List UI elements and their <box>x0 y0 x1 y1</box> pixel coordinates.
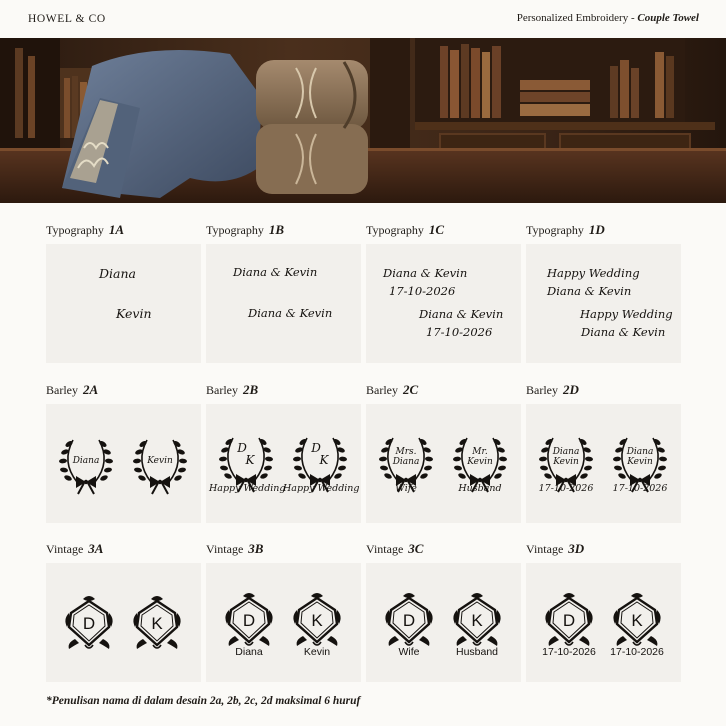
barley-wreath-emblem <box>129 432 191 504</box>
design-card-2d[interactable] <box>526 404 681 523</box>
title-main: Personalized Embroidery - <box>516 12 638 24</box>
emblem-inner-text: K <box>319 453 329 467</box>
emblem-monogram-letter: K <box>311 611 323 630</box>
emblem-inner-text: Kevin <box>553 457 579 467</box>
emblem-left <box>542 590 596 658</box>
design-card-3b[interactable] <box>206 563 361 682</box>
vintage-crest-emblem <box>63 593 115 653</box>
emblem-caption: Diana <box>235 646 263 658</box>
emblem-monogram-letter: D <box>562 611 576 630</box>
emblem-caption: Kevin <box>303 646 331 658</box>
design-style-name: Barley <box>366 383 398 397</box>
emblem-caption: 17-10-2026 <box>612 483 668 494</box>
design-card-1b[interactable] <box>206 244 361 363</box>
emblem-inner-text: D <box>311 441 321 455</box>
design-code: 3D <box>568 541 585 556</box>
design-label-1a <box>46 222 124 238</box>
footnote: *Penulisan nama di dalam desain 2a, 2b, 2c, 2d maksimal 6 huruf <box>46 695 361 707</box>
emblem-inner-text: Kevin <box>467 457 493 467</box>
typography-text-line: Diana & Kevin <box>419 307 504 321</box>
design-style-name: Vintage <box>46 542 84 556</box>
design-label-3d <box>526 541 584 557</box>
emblem-left <box>223 590 275 658</box>
emblem-left <box>375 430 437 506</box>
emblem-inner-text: Kevin <box>627 457 653 467</box>
emblem-caption: Wife <box>395 483 417 494</box>
title-sub: Couple Towel <box>637 12 699 24</box>
design-card-1c[interactable] <box>366 244 521 363</box>
emblem-left <box>63 593 115 657</box>
design-label-2a <box>46 382 98 398</box>
design-code: 3A <box>88 541 104 556</box>
design-card-3d[interactable] <box>526 563 681 682</box>
design-card-1a[interactable] <box>46 244 201 363</box>
typography-text-line: Happy Wedding <box>580 307 673 321</box>
emblem-monogram-letter: K <box>631 611 643 630</box>
design-style-name: Barley <box>206 383 238 397</box>
emblem-right <box>449 430 511 506</box>
emblem-inner-text: Kevin <box>147 456 173 466</box>
emblem-caption: Husband <box>455 646 499 658</box>
design-label-2b <box>206 382 258 398</box>
design-label-3b <box>206 541 263 557</box>
emblem-right <box>291 590 343 658</box>
design-style-name: Vintage <box>366 542 404 556</box>
typography-text-line: Diana <box>99 266 136 281</box>
design-code: 2C <box>403 382 419 397</box>
emblem-inner-text: Mrs. <box>395 447 417 457</box>
emblem-right <box>131 593 183 657</box>
vintage-crest-emblem <box>131 593 183 653</box>
emblem-right <box>129 432 191 508</box>
design-label-3c <box>366 541 423 557</box>
vintage-crest-emblem <box>383 590 435 650</box>
design-label-1b <box>206 222 284 238</box>
vintage-crest-emblem <box>223 590 275 650</box>
design-card-3a[interactable] <box>46 563 201 682</box>
typography-text-line: Diana & Kevin <box>547 284 632 298</box>
design-card-2a[interactable] <box>46 404 201 523</box>
emblem-caption: Husband <box>458 483 502 494</box>
emblem-inner-text: Diana <box>72 456 100 466</box>
design-code: 1D <box>588 222 605 237</box>
emblem-inner-text: Mr. <box>472 447 488 457</box>
design-style-name: Typography <box>206 223 264 237</box>
design-label-2c <box>366 382 418 398</box>
emblem-caption: 17-10-2026 <box>542 646 596 658</box>
design-card-2c[interactable] <box>366 404 521 523</box>
design-style-name: Barley <box>46 383 78 397</box>
emblem-right <box>610 590 664 658</box>
design-style-name: Typography <box>526 223 584 237</box>
design-code: 2B <box>243 382 259 397</box>
emblem-inner-text: Diana <box>392 457 420 467</box>
emblem-inner-text: D <box>237 441 247 455</box>
typography-text-line: Happy Wedding <box>547 266 640 280</box>
vintage-crest-emblem <box>611 590 663 650</box>
emblem-inner-text: Diana <box>626 447 654 457</box>
design-label-3a <box>46 541 103 557</box>
design-style-name: Vintage <box>206 542 244 556</box>
emblem-right <box>283 430 360 506</box>
design-label-1d <box>526 222 605 238</box>
vintage-crest-emblem <box>451 590 503 650</box>
design-code: 2D <box>563 382 579 397</box>
design-code: 1B <box>268 222 284 237</box>
emblem-monogram-letter: K <box>151 614 163 633</box>
emblem-monogram-letter: D <box>402 611 416 630</box>
emblem-caption: 17-10-2026 <box>538 483 594 494</box>
design-card-1d[interactable] <box>526 244 681 363</box>
typography-text-line: 17-10-2026 <box>389 284 456 298</box>
emblem-left <box>383 590 435 658</box>
emblem-right <box>451 590 503 658</box>
design-style-name: Barley <box>526 383 558 397</box>
design-code: 1A <box>108 222 124 237</box>
design-code: 1C <box>428 222 444 237</box>
design-card-3c[interactable] <box>366 563 521 682</box>
emblem-monogram-letter: K <box>471 611 483 630</box>
emblem-caption: Happy Wedding <box>209 483 286 494</box>
emblem-right <box>609 430 671 506</box>
barley-wreath-emblem <box>55 432 117 504</box>
design-label-2d <box>526 382 579 398</box>
typography-text-line: Diana & Kevin <box>233 265 318 279</box>
emblem-caption: Wife <box>398 646 420 658</box>
emblem-monogram-letter: D <box>242 611 256 630</box>
emblem-left <box>535 430 597 506</box>
emblem-monogram-letter: D <box>82 614 96 633</box>
design-style-name: Typography <box>366 223 424 237</box>
vintage-crest-emblem <box>543 590 595 650</box>
vintage-crest-emblem <box>291 590 343 650</box>
typography-text-line: 17-10-2026 <box>426 325 493 339</box>
design-code: 3C <box>408 541 424 556</box>
typography-text-line: Kevin <box>116 306 152 321</box>
emblem-left <box>209 430 286 506</box>
typography-text-line: Diana & Kevin <box>248 306 333 320</box>
design-card-2b[interactable] <box>206 404 361 523</box>
design-style-name: Vintage <box>526 542 564 556</box>
design-code: 3B <box>248 541 264 556</box>
typography-text-line: Diana & Kevin <box>581 325 666 339</box>
emblem-inner-text: K <box>245 453 255 467</box>
emblem-inner-text: Diana <box>552 447 580 457</box>
emblem-caption: 17-10-2026 <box>610 646 664 658</box>
brand-logo[interactable]: HOWEL & CO <box>28 13 106 25</box>
typography-text-line: Diana & Kevin <box>383 266 468 280</box>
emblem-caption: Happy Wedding <box>283 483 360 494</box>
design-label-1c <box>366 222 444 238</box>
emblem-left <box>55 432 117 508</box>
design-code: 2A <box>83 382 99 397</box>
design-style-name: Typography <box>46 223 104 237</box>
